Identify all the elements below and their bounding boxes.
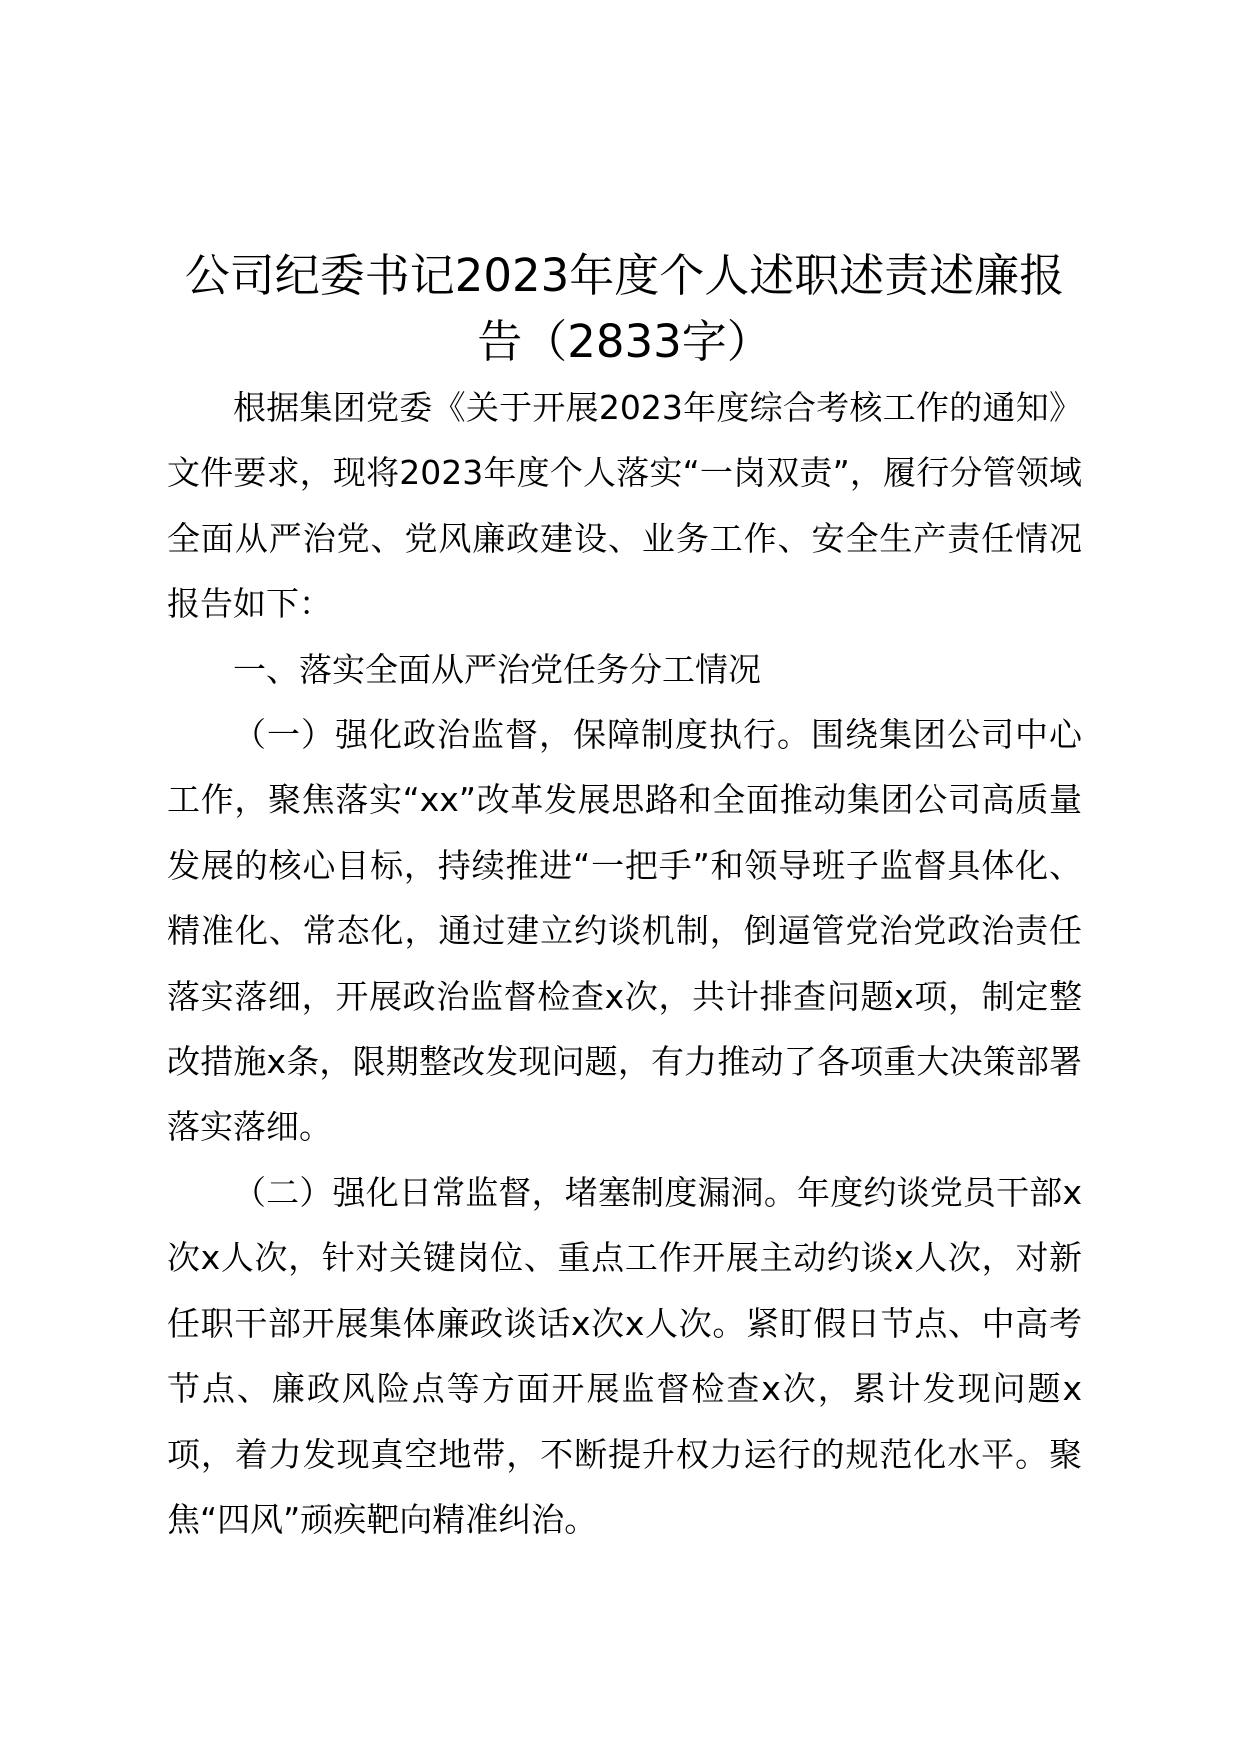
section-heading-1: 一、落实全面从严治党任务分工情况 (233, 649, 761, 689)
paragraph-political-supervision: （一）强化政治监督，保障制度执行。围绕集团公司中心工作，聚焦落实“xx”改革发展思路和全面推动集团公司高质量发展的核心目标，持续推进“一把手”和领导班子监督具体化、精准化、常态化，通过建立约谈机制，倒逼管党治党政治责任落实落细，开展政治监督检查x次，共计排查问题x项，制定整改措施x条，限期整改发现问题，有力推动了各项重大决策部署落实落细。 (167, 715, 1082, 1147)
paragraph-intro: 根据集团党委《关于开展2023年度综合考核工作的通知》文件要求，现将2023年度个人落实“一岗双责”，履行分管领域全面从严治党、党风廉政建设、业务工作、安全生产责任情况报告如下： (167, 388, 1082, 624)
paragraph-daily-supervision: （二）强化日常监督，堵塞制度漏洞。年度约谈党员干部x次x人次，针对关键岗位、重点工作开展主动约谈x人次，对新任职干部开展集体廉政谈话x次x人次。紧盯假日节点、中高考节点、廉政风险点等方面开展监督检查x次，累计发现问题x项，着力发现真空地带，不断提升权力运行的规范化水平。聚焦“四风”顽疾靶向精准纠治。 (167, 1172, 1082, 1539)
document-page (167, 243, 1082, 1552)
document-title: 公司纪委书记2023年度个人述职述责述廉报告（2833字） (184, 249, 1065, 368)
